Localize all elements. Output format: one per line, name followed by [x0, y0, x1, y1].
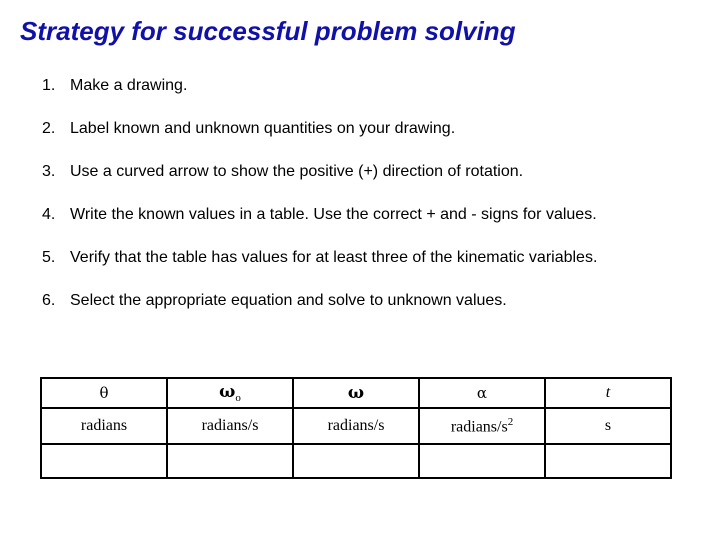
step-text: Select the appropriate equation and solve to unknown values. [70, 292, 507, 309]
kinematics-table [40, 377, 672, 479]
slide-title: Strategy for successful problem solving [20, 16, 516, 46]
alpha-unit-exponent: 2 [507, 415, 514, 428]
step-text: Make a drawing. [70, 77, 188, 94]
value-cell-alpha [419, 444, 545, 478]
step-text: Write the known values in a table. Use the correct + and - signs for values. [70, 206, 597, 223]
step-number: 2. [42, 120, 56, 137]
steps-list [42, 77, 597, 335]
unit-cell-time: s [545, 408, 671, 444]
header-cell-time [545, 378, 671, 408]
header-cell-alpha [419, 378, 545, 408]
step-text: Verify that the table has values for at least three of the kinematic variables. [70, 249, 598, 266]
step-number: 1. [42, 77, 56, 94]
initial-omega-symbol: ω [219, 381, 236, 402]
step-number: 5. [42, 249, 56, 266]
step-number: 4. [42, 206, 56, 223]
theta-symbol: θ [99, 383, 109, 402]
step-number: 6. [42, 292, 56, 309]
value-cell-initial-omega [167, 444, 293, 478]
value-cell-time [545, 444, 671, 478]
unit-cell-initial-omega: radians/s [167, 408, 293, 444]
header-cell-theta [41, 378, 167, 408]
value-cell-omega [293, 444, 419, 478]
step-6 [42, 292, 597, 335]
step-text: Use a curved arrow to show the positive (+) direction of rotation. [70, 163, 524, 180]
table-header-row [41, 378, 671, 408]
unit-cell-omega: radians/s [293, 408, 419, 444]
header-cell-omega [293, 378, 419, 408]
step-text: Label known and unknown quantities on your drawing. [70, 120, 456, 137]
step-1 [42, 77, 597, 120]
step-2 [42, 120, 597, 163]
header-cell-initial-omega [167, 378, 293, 408]
omega-symbol: ω [347, 383, 365, 403]
table-value-row [41, 444, 671, 478]
time-symbol: t [605, 384, 611, 401]
step-5 [42, 249, 597, 292]
table-units-row [41, 408, 671, 444]
step-number: 3. [42, 163, 56, 180]
value-cell-theta [41, 444, 167, 478]
step-4 [42, 206, 597, 249]
step-3 [42, 163, 597, 206]
alpha-unit-base: radians/s [450, 418, 508, 436]
initial-omega-subscript: o [235, 392, 241, 405]
alpha-symbol: α [476, 383, 488, 402]
unit-cell-theta: radians [41, 408, 167, 444]
unit-cell-alpha [419, 408, 545, 444]
